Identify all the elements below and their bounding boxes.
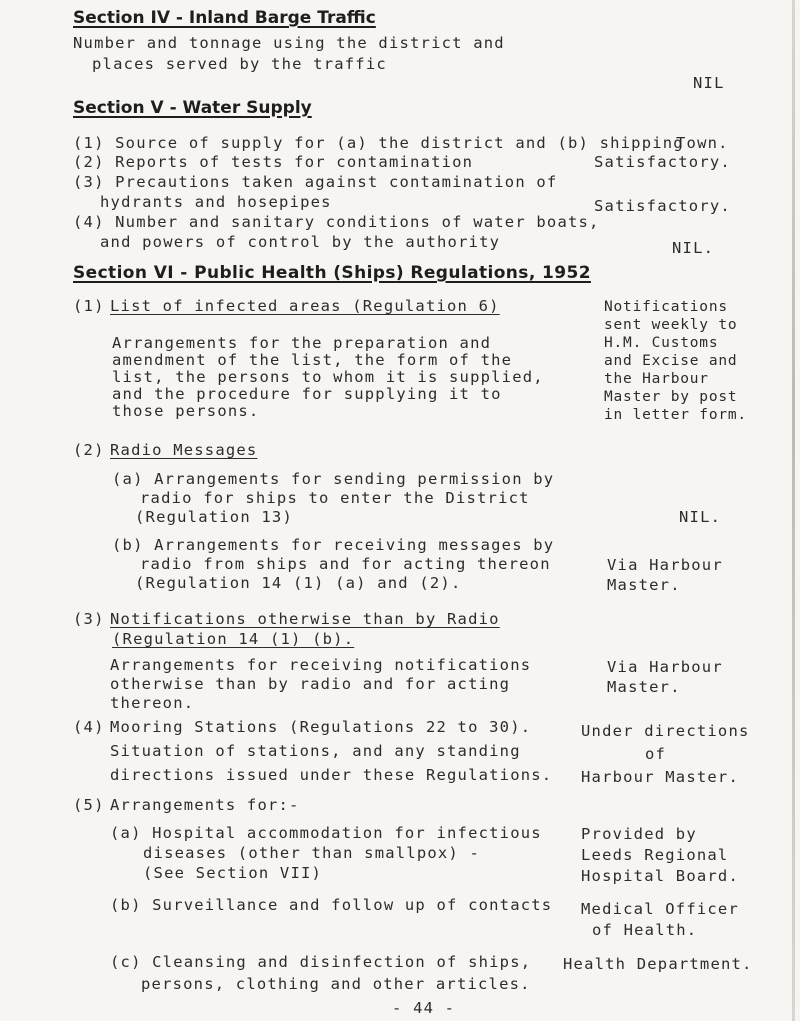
section-v-answer-2: Satisfactory.: [594, 153, 731, 171]
item-4-heading: Mooring Stations (Regulations 22 to 30).: [110, 718, 532, 736]
item-3-answer-2: Master.: [607, 678, 681, 696]
item-1-answer-4: and Excise and: [604, 353, 738, 369]
item-3-body-2: otherwise than by radio and for acting: [110, 675, 511, 693]
section-v-answer-1: Town.: [676, 134, 729, 152]
item-2b-line-3: (Regulation 14 (1) (a) and (2).: [135, 574, 462, 592]
section-v-line-6: and powers of control by the authority: [100, 233, 501, 251]
section-iv-line-1: Number and tonnage using the district and: [73, 34, 505, 52]
item-5c-line-1: (c) Cleansing and disinfection of ships,: [110, 953, 532, 971]
section-iv-answer: NIL: [693, 74, 725, 92]
section-v-line-1: (1) Source of supply for (a) the district and (b) shipping: [73, 134, 684, 152]
item-1-answer-3: H.M. Customs: [604, 335, 719, 351]
section-v-heading: Section V - Water Supply: [73, 98, 312, 118]
item-2b-line-2: radio from ships and for acting thereon: [140, 555, 551, 573]
item-1-body-1: Arrangements for the preparation and: [112, 334, 492, 352]
item-2a-line-1: (a) Arrangements for sending permission by: [112, 470, 555, 488]
item-3-number: (3): [73, 610, 105, 628]
section-v-answer-4: NIL.: [672, 239, 715, 257]
item-4-number: (4): [73, 718, 105, 736]
item-3-heading-1: Notifications otherwise than by Radio: [110, 610, 500, 628]
item-5a-answer-3: Hospital Board.: [581, 867, 739, 885]
item-5b-answer-1: Medical Officer: [581, 900, 739, 918]
item-4-answer-3: Harbour Master.: [581, 768, 739, 786]
item-5a-answer-2: Leeds Regional: [581, 846, 729, 864]
item-4-body-1: Situation of stations, and any standing: [110, 742, 521, 760]
item-2b-answer-2: Master.: [607, 576, 681, 594]
item-2b-answer-1: Via Harbour: [607, 556, 723, 574]
item-1-number: (1): [73, 297, 105, 315]
item-1-answer-5: the Harbour: [604, 371, 709, 387]
item-5-heading: Arrangements for:-: [110, 796, 300, 814]
item-1-body-5: those persons.: [112, 402, 260, 420]
item-1-answer-1: Notifications: [604, 299, 728, 315]
item-2a-line-3: (Regulation 13): [135, 508, 293, 526]
item-2a-answer: NIL.: [679, 508, 722, 526]
section-vi-heading: Section VI - Public Health (Ships) Regulations, 1952: [73, 263, 591, 283]
item-5a-line-3: (See Section VII): [143, 864, 323, 882]
section-v-line-4: hydrants and hosepipes: [100, 193, 332, 211]
item-3-body-1: Arrangements for receiving notifications: [110, 656, 532, 674]
item-5b-line-1: (b) Surveillance and follow up of contacts: [110, 896, 553, 914]
section-v-line-5: (4) Number and sanitary conditions of water boats,: [73, 213, 600, 231]
item-1-body-4: and the procedure for supplying it to: [112, 385, 502, 403]
section-iv-line-2: places served by the traffic: [92, 55, 387, 73]
item-2a-line-2: radio for ships to enter the District: [140, 489, 530, 507]
page-number: - 44 -: [392, 999, 456, 1017]
item-5c-line-2: persons, clothing and other articles.: [141, 975, 531, 993]
item-5b-answer-2: of Health.: [592, 921, 698, 939]
item-4-body-2: directions issued under these Regulations.: [110, 766, 553, 784]
item-5a-line-2: diseases (other than smallpox) -: [143, 844, 481, 862]
item-1-answer-2: sent weekly to: [604, 317, 738, 333]
section-v-answer-3: Satisfactory.: [594, 197, 731, 215]
item-5a-answer-1: Provided by: [581, 825, 697, 843]
section-iv-heading: Section IV - Inland Barge Traffic: [73, 8, 376, 28]
item-4-answer-1: Under directions: [581, 722, 750, 740]
item-3-heading-2: (Regulation 14 (1) (b).: [112, 630, 355, 648]
section-v-line-2: (2) Reports of tests for contamination: [73, 153, 474, 171]
item-2b-line-1: (b) Arrangements for receiving messages by: [112, 536, 555, 554]
item-1-body-2: amendment of the list, the form of the: [112, 351, 513, 369]
item-1-answer-7: in letter form.: [604, 407, 747, 423]
item-5a-line-1: (a) Hospital accommodation for infectious: [110, 824, 542, 842]
section-v-line-3: (3) Precautions taken against contamination of: [73, 173, 558, 191]
item-3-body-3: thereon.: [110, 694, 195, 712]
item-2-number: (2): [73, 441, 105, 459]
item-5c-answer: Health Department.: [563, 955, 753, 973]
item-1-heading: List of infected areas (Regulation 6): [110, 297, 500, 315]
item-1-body-3: list, the persons to whom it is supplied,: [112, 368, 544, 386]
item-3-answer-1: Via Harbour: [607, 658, 723, 676]
item-4-answer-2: of: [645, 745, 667, 763]
item-1-answer-6: Master by post: [604, 389, 738, 405]
scan-edge: [792, 0, 795, 1021]
item-2-heading: Radio Messages: [110, 441, 258, 459]
item-5-number: (5): [73, 796, 105, 814]
